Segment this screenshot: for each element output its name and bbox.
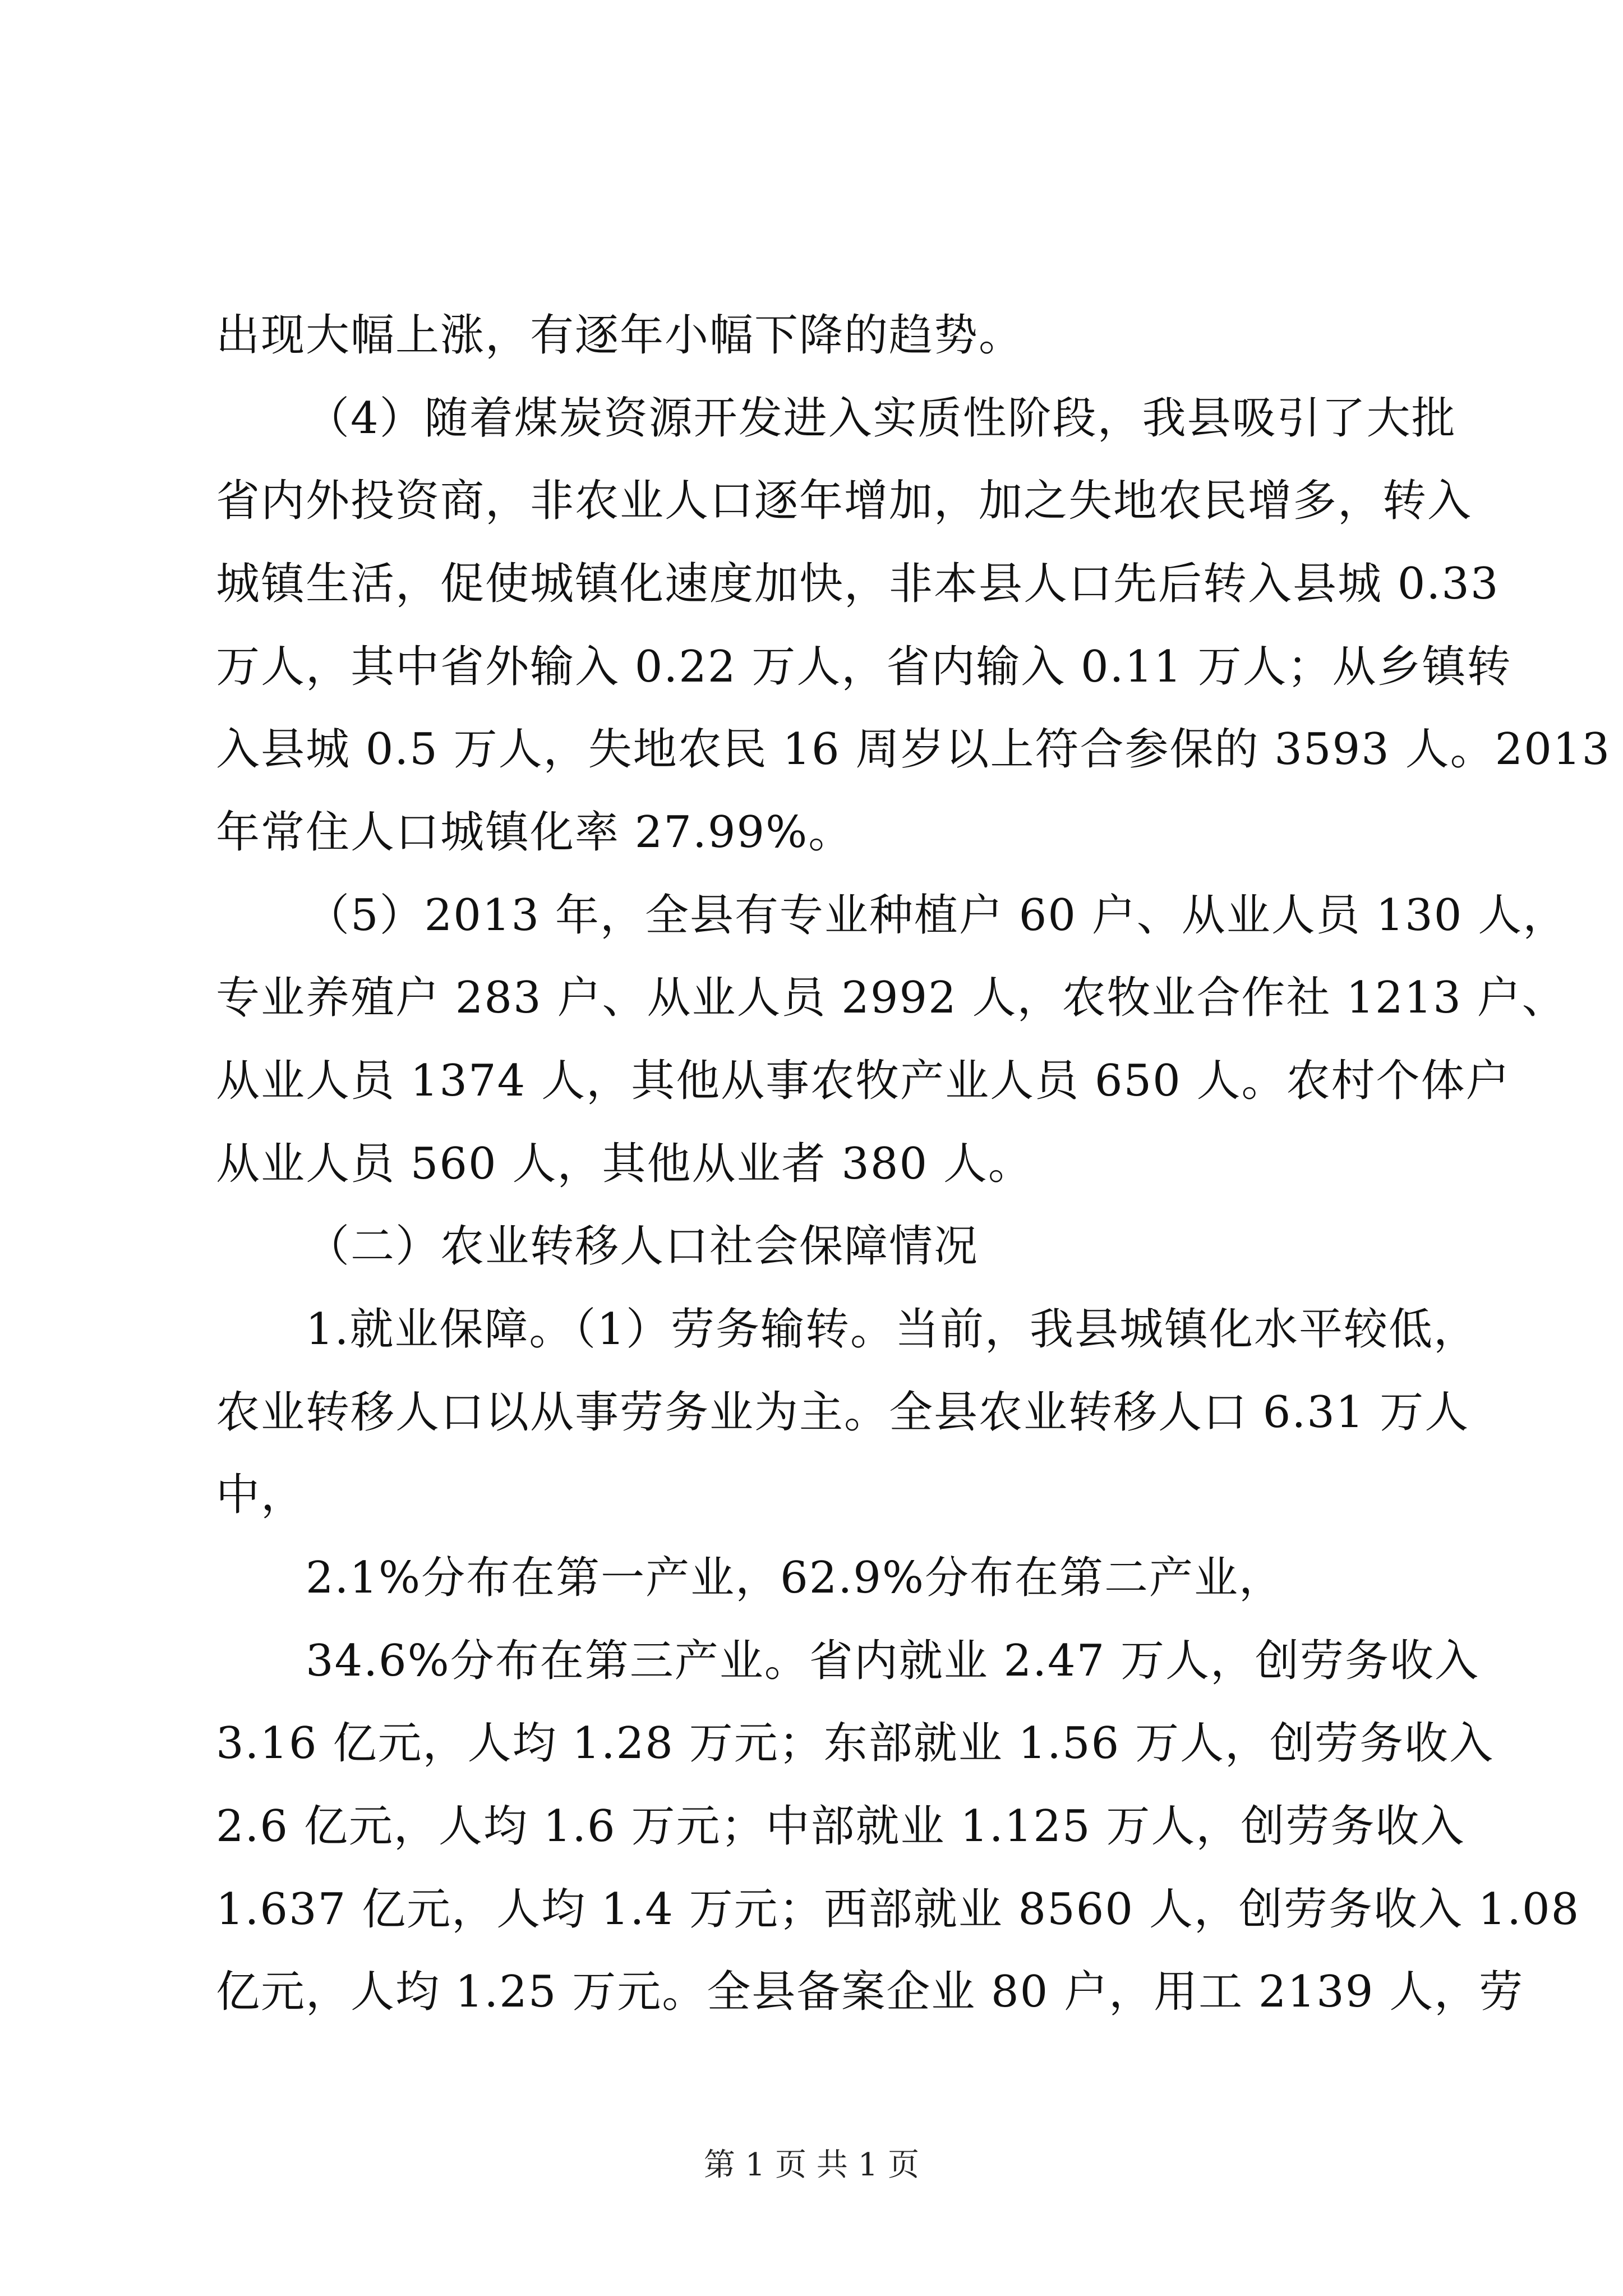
text-line: 亿元，人均 1.25 万元。全县备案企业 80 户，用工 2139 人，劳 bbox=[216, 1967, 1524, 2017]
text-line: 中， bbox=[216, 1470, 306, 1520]
section-heading: （二）农业转移人口社会保障情况 bbox=[306, 1221, 979, 1272]
text-line: 城镇生活，促使城镇化速度加快，非本县人口先后转入县城 0.33 bbox=[216, 559, 1500, 609]
text-line: 2.1%分布在第一产业，62.9%分布在第二产业， bbox=[306, 1553, 1284, 1603]
text-line: 年常住人口城镇化率 27.99%。 bbox=[216, 807, 854, 858]
text-line: 专业养殖户 283 户、从业人员 2992 人，农牧业合作社 1213 户、 bbox=[216, 973, 1567, 1023]
text-line: 省内外投资商，非农业人口逐年增加，加之失地农民增多，转入 bbox=[216, 476, 1473, 526]
text-line: 2.6 亿元，人均 1.6 万元；中部就业 1.125 万人，创劳务收入 bbox=[216, 1801, 1465, 1852]
text-line: 1.就业保障。（1）劳务输转。当前，我县城镇化水平较低， bbox=[306, 1304, 1479, 1355]
text-line: （4）随着煤炭资源开发进入实质性阶段，我县吸引了大批 bbox=[306, 393, 1456, 444]
text-line: 从业人员 1374 人，其他从事农牧产业人员 650 人。农村个体户 bbox=[216, 1056, 1511, 1106]
text-line: 34.6%分布在第三产业。省内就业 2.47 万人，创劳务收入 bbox=[306, 1636, 1480, 1686]
text-line: 农业转移人口以从事劳务业为主。全县农业转移人口 6.31 万人 bbox=[216, 1387, 1470, 1438]
text-line: 从业人员 560 人，其他从业者 380 人。 bbox=[216, 1139, 1033, 1189]
text-line: （5）2013 年，全县有专业种植户 60 户、从业人员 130 人， bbox=[306, 890, 1568, 941]
page-number: 第 1 页 共 1 页 bbox=[703, 2147, 920, 2183]
text-line: 入县城 0.5 万人，失地农民 16 周岁以上符合参保的 3593 人。2013 bbox=[216, 724, 1611, 775]
text-line: 万人，其中省外输入 0.22 万人，省内输入 0.11 万人；从乡镇转 bbox=[216, 642, 1512, 692]
text-line: 出现大幅上涨，有逐年小幅下降的趋势。 bbox=[216, 310, 1024, 361]
text-line: 1.637 亿元，人均 1.4 万元；西部就业 8560 人，创劳务收入 1.08 bbox=[216, 1884, 1580, 1935]
text-line: 3.16 亿元，人均 1.28 万元；东部就业 1.56 万人，创劳务收入 bbox=[216, 1718, 1494, 1769]
